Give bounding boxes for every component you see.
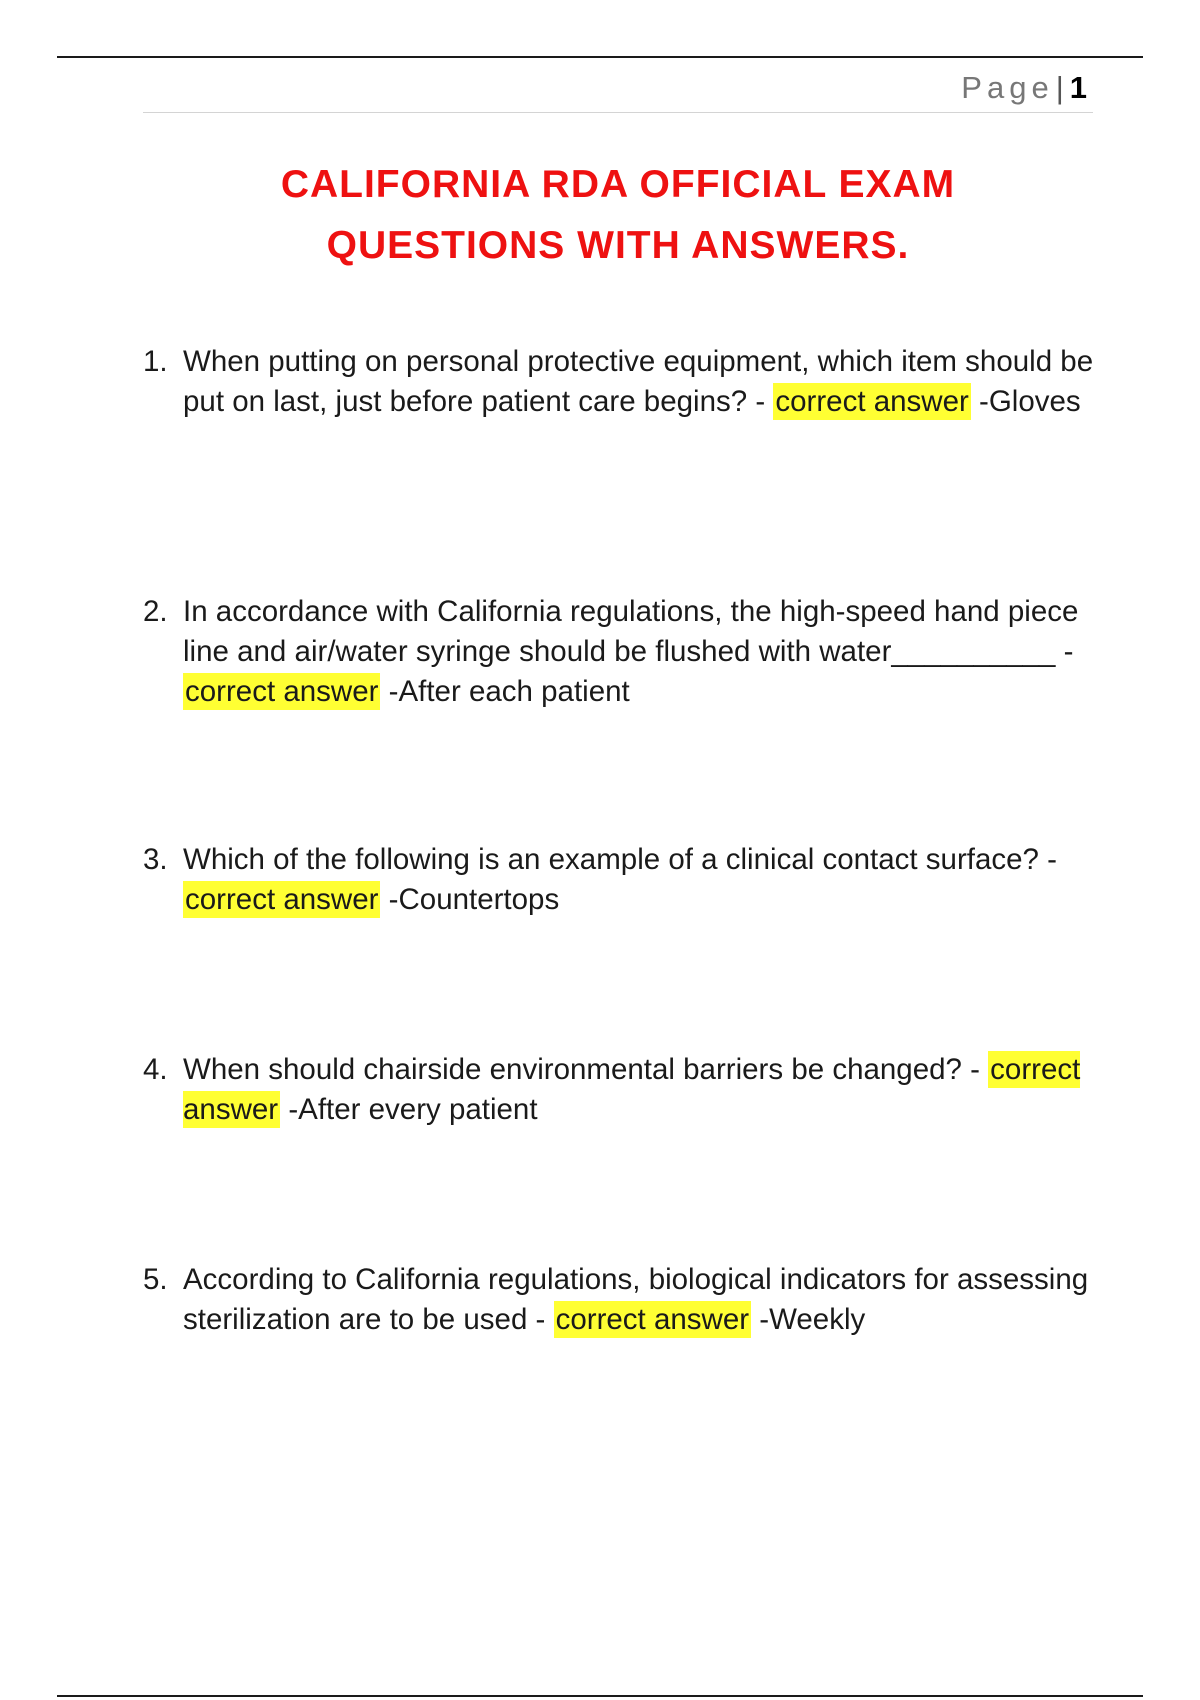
correct-answer-label: correct answer: [185, 883, 379, 916]
question-2: [143, 592, 1103, 712]
top-rule: [57, 56, 1143, 58]
question-number: 3.: [143, 843, 168, 876]
question-number: 4.: [143, 1053, 168, 1086]
page-header: [143, 66, 1093, 113]
answer-text: -After every patient: [288, 1093, 538, 1126]
answer-text: -Weekly: [759, 1303, 866, 1336]
title-line-2: QUESTIONS WITH ANSWERS.: [326, 224, 910, 267]
question-body: [183, 840, 1103, 920]
question-body: [183, 1050, 1103, 1130]
correct-answer-label: correct answer: [183, 1053, 1081, 1126]
question-text: In accordance with California regulations, the high-speed hand piece line and air/water syringe should be flushed with water__________ -: [183, 595, 1079, 668]
correct-answer-label: correct answer: [185, 675, 379, 708]
question-body: [183, 592, 1103, 712]
question-text: When putting on personal protective equipment, which item should be put on last, just before patient care begins? -: [183, 345, 1094, 418]
question-text: Which of the following is an example of a clinical contact surface? -: [183, 843, 1057, 876]
page-separator: |: [1055, 70, 1064, 105]
question-number: 2.: [143, 595, 168, 628]
question-1: [143, 342, 1103, 422]
question-4: [143, 1050, 1103, 1130]
correct-answer-label: correct answer: [555, 1303, 750, 1336]
title-line-1: CALIFORNIA RDA OFFICIAL EXAM: [280, 163, 956, 206]
bottom-rule: [57, 1695, 1143, 1697]
question-text: According to California regulations, biological indicators for assessing sterilization are to be used -: [183, 1263, 1089, 1336]
question-body: [183, 1260, 1103, 1340]
page-number: 1: [1069, 70, 1087, 105]
question-5: [143, 1260, 1103, 1340]
question-number: 5.: [143, 1263, 168, 1296]
answer-text: -Gloves: [979, 385, 1081, 418]
answer-text: -After each patient: [388, 675, 630, 708]
question-3: [143, 840, 1103, 920]
question-number: 1.: [143, 345, 168, 378]
page-number-label: [961, 72, 1087, 103]
answer-text: -Countertops: [388, 883, 560, 916]
page-word: Page: [961, 70, 1054, 105]
correct-answer-label: correct answer: [775, 385, 969, 418]
question-body: [183, 342, 1103, 422]
document-title: [143, 154, 1093, 276]
question-text: When should chairside environmental barriers be changed? -: [183, 1053, 980, 1086]
